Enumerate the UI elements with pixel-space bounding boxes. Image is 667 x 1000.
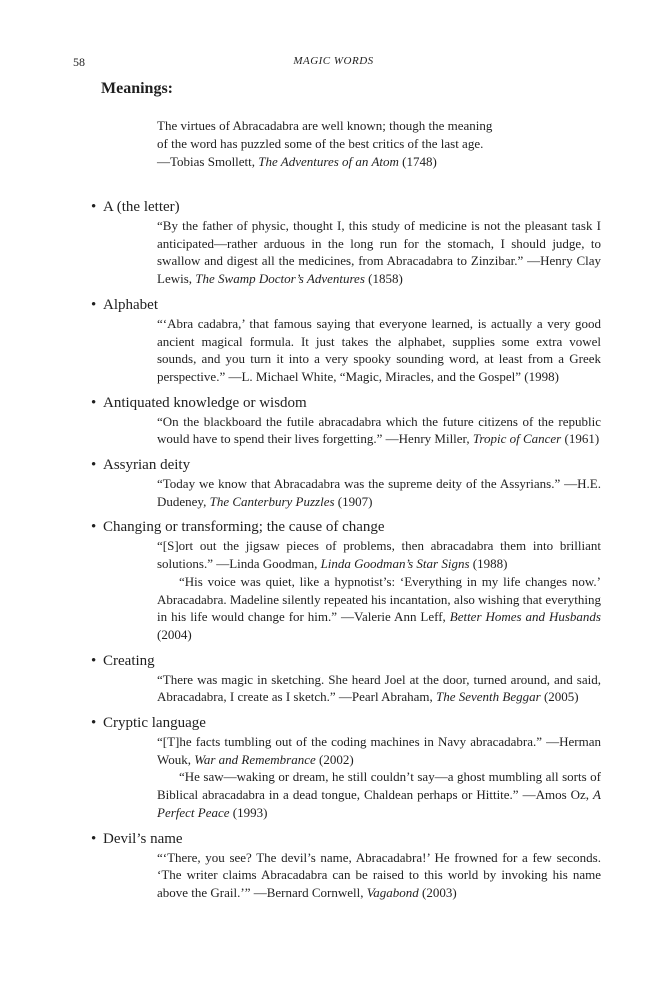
entry [91,830,601,902]
entry [91,714,601,822]
page-number: 58 [73,55,85,69]
running-head: MAGIC WORDS [293,55,374,67]
quote: “‘Abra cadabra,’ that famous saying that everyone learned, is actually a very good ancient magical formula. It just takes the alphabet, supplies some extra vowel sounds, and you turn it into a very spooky sounding word, at least from a Greek perspective.” —L. Michael White, “Magic, Miracles, and the Gospel” (1998) [157,315,601,384]
bullet-icon: • [91,830,97,847]
epigraph-line: The virtues of Abracadabra are well known; though the meaning [157,118,493,133]
entry-title: • Devil’s name [91,830,183,847]
epigraph-attribution: —Tobias Smollett, The Adventures of an Atom (1748) [157,154,437,169]
bullet-icon: • [91,652,97,669]
entry-title: • Creating [91,652,155,669]
entry [91,456,601,510]
bullet-icon: • [91,394,97,411]
bullet-icon: • [91,296,97,313]
entry-title: • Cryptic language [91,715,206,732]
entry [91,296,601,386]
entry-title: • Changing or transforming; the cause of change [91,519,385,536]
quote: “[S]ort out the jigsaw pieces of problems, then abracadabra them into brilliant solutions.” —Linda Goodman, Linda Goodman’s Star Signs (1988) [157,538,601,572]
entry [91,198,601,288]
quote: “There was magic in sketching. She heard Joel at the door, turned around, and said, Abracadabra, I create as I sketch.” —Pearl Abraham, The Seventh Beggar (2005) [157,671,601,705]
entry [91,518,601,643]
quote: “[T]he facts tumbling out of the coding machines in Navy abracadabra.” —Herman Wouk, War and Remembrance (2002) [157,734,601,767]
quote: “‘There, you see? The devil’s name, Abracadabra!’ He frowned for a few seconds. ‘The writer claims Abracadabra can be raised to this world by invoking his name above the Grail.’” —Bernard Cornwell, Vagabond (2003) [157,849,601,900]
quote: “On the blackboard the futile abracadabra which the future citizens of the republic would have to spend their lives forgetting.” —Henry Miller, Tropic of Cancer (1961) [157,413,601,447]
entry-title: • Antiquated knowledge or wisdom [91,394,307,411]
bullet-icon: • [91,715,97,732]
entry-title: • Alphabet [91,296,158,313]
epigraph-work-title: The Adventures of an Atom [258,154,399,169]
quote: “He saw—waking or dream, he still couldn’t say—a ghost mumbling all sorts of Biblical abracadabra in a dead tongue, Chaldean perhaps or Hittite.” —Amos Oz, A Perfect Peace (1993) [157,769,601,820]
entry [91,652,601,706]
entry [91,394,601,448]
epigraph [157,117,557,171]
bullet-icon: • [91,199,97,215]
entries-list [91,198,601,910]
bullet-icon: • [91,519,97,536]
epigraph-line: of the word has puzzled some of the best critics of the last age. [157,136,484,151]
quote: “By the father of physic, thought I, this study of medicine is not the pleasant task I anticipated—rather arduous in the long run for the stomach, I should judge, to swallow and digest all the medicines, from Abracadabra to Zinzibar.” —Henry Clay Lewis, The Swamp Doctor’s Adventures (1858) [157,218,601,287]
section-heading: Meanings: [101,80,173,97]
bullet-icon: • [91,457,97,474]
quote: “Today we know that Abracadabra was the supreme deity of the Assyrians.” —H.E. Dudeney, The Canterbury Puzzles (1907) [157,476,601,509]
quote: “His voice was quiet, like a hypnotist’s: ‘Everything in my life changes now.’ Abracadabra. Madeline silently repeated his incantation, also wishing that everything in his life would change for him.” —Valerie Ann Leff, Better Homes and Husbands (2004) [157,573,601,642]
entry-title: • Assyrian deity [91,457,191,474]
entry-title: • A (the letter) [91,199,180,215]
